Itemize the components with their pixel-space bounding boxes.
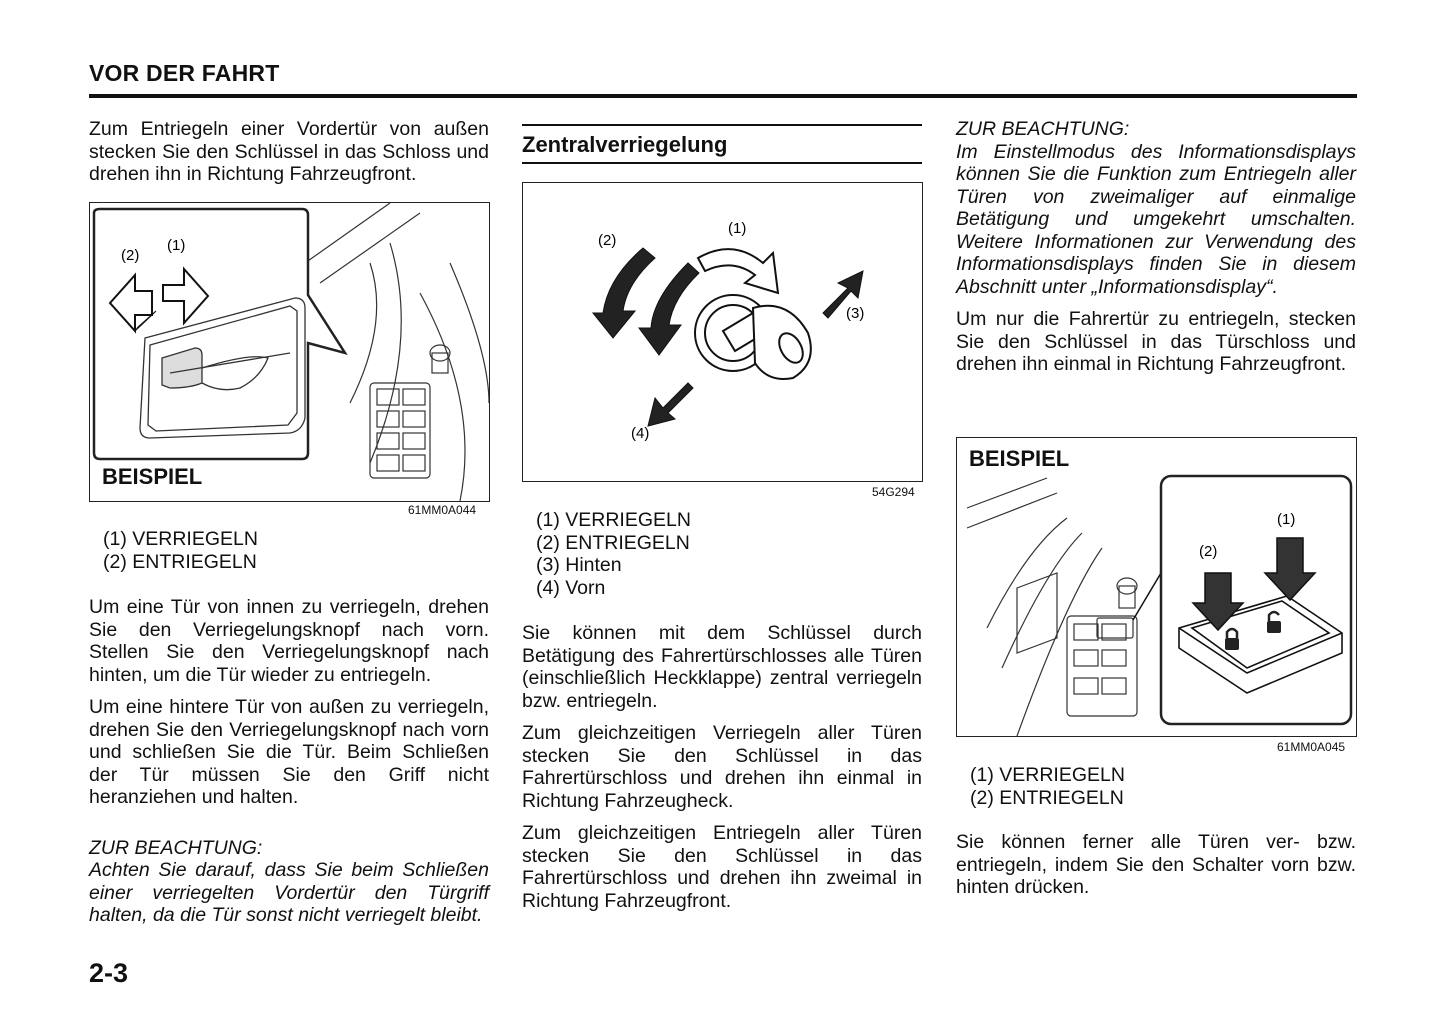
legend-item: (1) VERRIEGELN [536,509,691,531]
col3-para-2: Sie können ferner alle Türen ver- bzw. entriegeln, indem Sie den Schalter vorn bzw. hinten drücken. [956,831,1356,898]
figure-door-switch [956,437,1357,737]
legend-item: (1) VERRIEGELN [970,764,1125,786]
fig1-callout-1: (1) [167,237,186,254]
fig3-beispiel-label: BEISPIEL [969,446,1070,471]
fig2-callout-1: (1) [728,220,747,237]
fig1-beispiel-label: BEISPIEL [102,464,203,489]
fig3-code: 61MM0A045 [1277,740,1346,754]
col3-note-text: Im Einstellmodus des Informationsdisplays können Sie die Funktion zum Entriegeln aller Türen von zweimaliger auf einmalige Betätigung und umgekehrt umschalten. Weitere Informationen zur Verwendung des Informationsdisplays finden Sie in diesem Abschnitt unter „Informationsdisplay“. [956,140,1356,298]
column-1 [89,118,489,186]
fig2-callout-3: (3) [846,305,865,322]
fig2-callout-4: (4) [631,425,650,442]
fig2-code: 54G294 [872,485,915,499]
figure-key-lock [522,182,923,482]
legend-item: (2) ENTRIEGELN [970,786,1124,809]
fig3-callout-1: (1) [1277,511,1296,528]
fig2-callout-2: (2) [598,232,617,249]
legend-item: (3) Hinten [536,554,622,576]
col1-para-1: Um eine Tür von innen zu verriegeln, drehen Sie den Verriegelungsknopf nach vorn. Stellen Sie den Verriegelungsknopf nach hinten, um die Tür wieder zu entriegeln. [89,596,489,686]
door-handle-illustration [90,203,489,501]
col1-body [89,596,489,927]
fig1-code: 61MM0A044 [408,503,477,517]
col1-para-2: Um eine hintere Tür von außen zu verriegeln, drehen Sie den Verriegelungsknopf nach vorn und schließen Sie die Tür. Beim Schließen der Tür müssen Sie den Griff nicht heranziehen und halten. [89,696,489,808]
legend-item: (2) ENTRIEGELN [536,531,690,554]
col3-note-title: ZUR BEACHTUNG: [956,118,1130,140]
fig3-legend [970,764,1125,809]
fig2-legend [536,509,691,599]
section-title: Zentralverriegelung [522,132,728,157]
fig1-legend [103,528,258,573]
col2-para-1: Sie können mit dem Schlüssel durch Betätigung des Fahrertürschlosses alle Türen (einschließlich Heckklappe) zentral verriegeln bzw. entriegeln. [522,622,922,712]
figure-door-handle [89,202,490,502]
section-title-bar [522,124,922,164]
col3-para-1: Um nur die Fahrertür zu entriegeln, stecken Sie den Schlüssel in das Türschloss und drehen ihn einmal in Richtung Fahrzeugfront. [956,308,1356,375]
fig1-callout-2: (2) [121,247,140,264]
legend-item: (1) VERRIEGELN [103,528,258,550]
col3-body [956,118,1356,386]
col1-note-text: Achten Sie darauf, dass Sie beim Schließen einer verriegelten Vordertür den Türgriff halten, da die Tür sonst nicht verriegelt bleibt. [89,859,489,926]
col2-para-2: Zum gleichzeitigen Verriegeln aller Türen stecken Sie den Schlüssel in das Fahrertürschloss und drehen ihn einmal in Richtung Fahrzeugheck. [522,722,922,812]
page-header-title: VOR DER FAHRT [89,60,280,86]
col2-para-3: Zum gleichzeitigen Entriegeln aller Türen stecken Sie den Schlüssel in das Fahrertürschloss und drehen ihn zweimal in Richtung Fahrzeugfront. [522,822,922,912]
fig3-callout-2: (2) [1199,543,1218,560]
door-switch-illustration [957,438,1356,736]
col1-note-title: ZUR BEACHTUNG: [89,836,263,859]
page-number: 2-3 [89,958,129,988]
col1-intro: Zum Entriegeln einer Vordertür von außen stecken Sie den Schlüssel in das Schloss und drehen ihn in Richtung Fahrzeugfront. [89,118,489,185]
legend-item: (4) Vorn [536,576,606,599]
col3-body-2 [956,831,1356,909]
header-rule [89,94,1357,98]
key-lock-illustration [523,183,922,481]
col2-body [522,622,922,922]
legend-item: (2) ENTRIEGELN [103,550,257,573]
